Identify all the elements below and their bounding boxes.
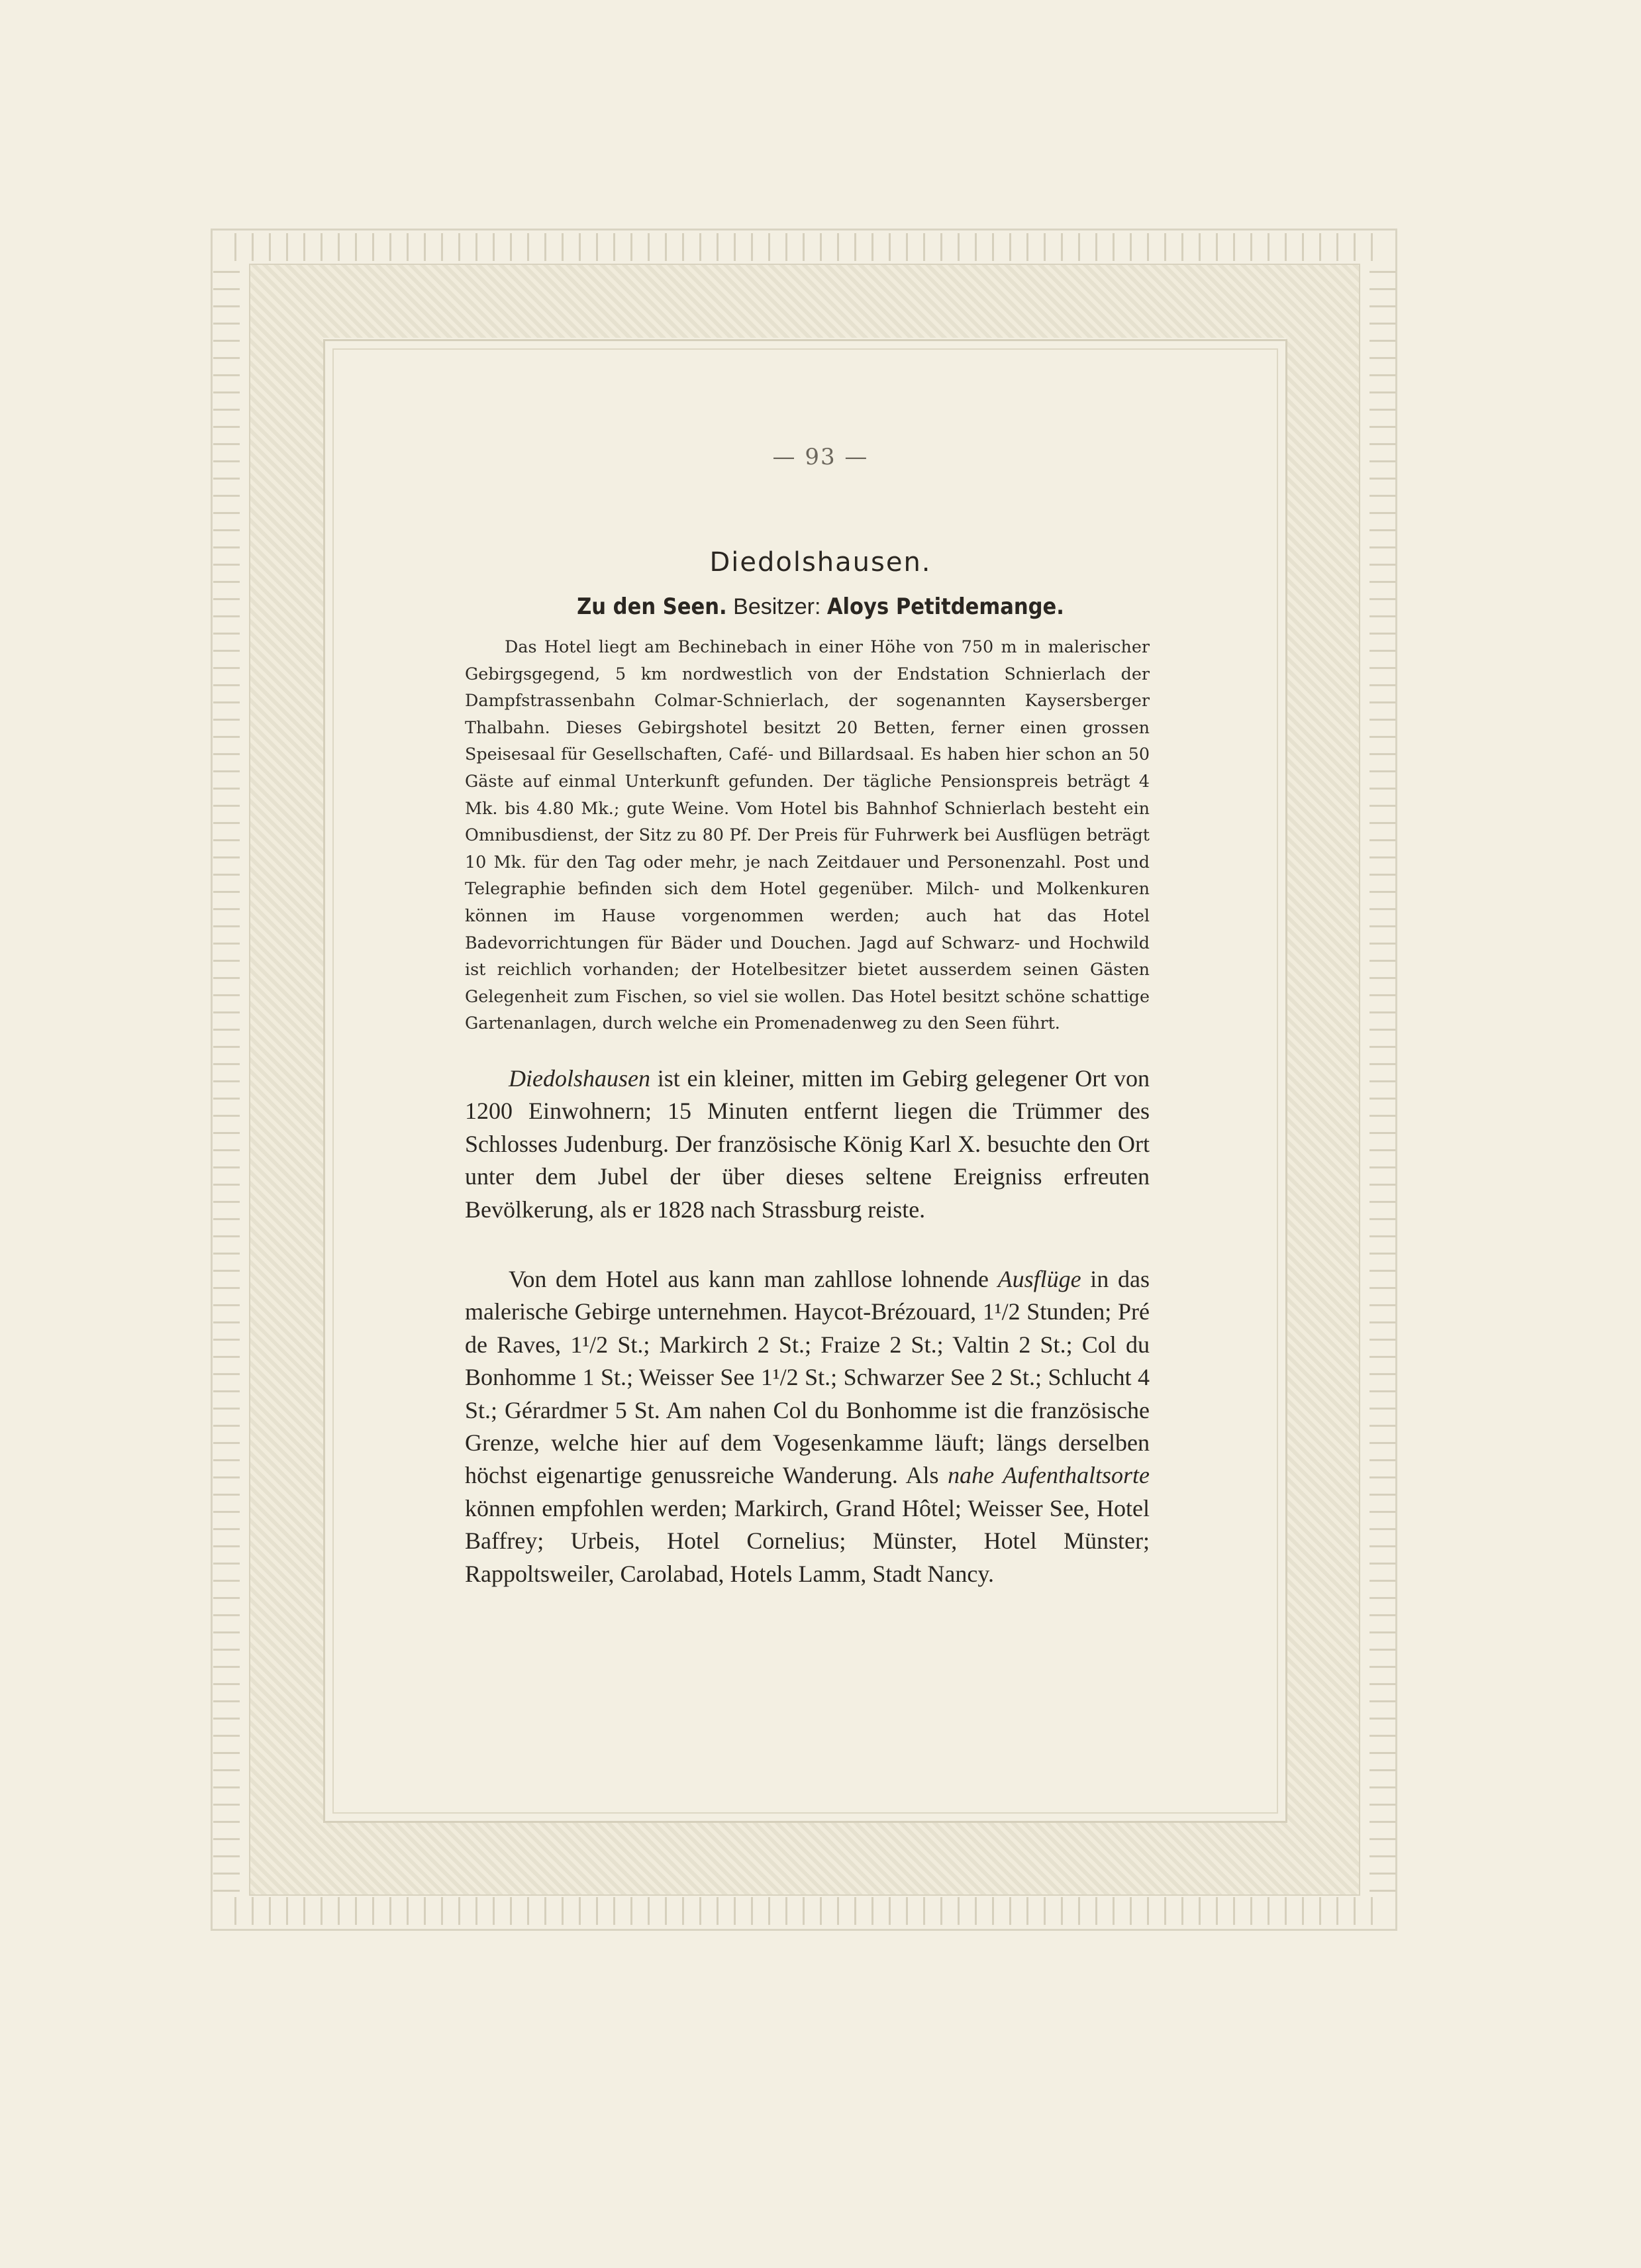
frame-top-ornament xyxy=(225,233,1377,261)
owner-name: Aloys Petitdemange. xyxy=(826,593,1064,620)
town-text: ist ein kleiner, mitten im Gebirg gelegener Ort von 1200 Einwohnern; 15 Minuten entfernt liegen die Trümmer des Schlosses Judenburg. Der französische König Karl X. besuchte den Ort unter dem Jubel der über dieses seltene Ereigniss erfreuten Bevölkerung, als er 1828 nach Strassburg reiste. xyxy=(465,1065,1150,1223)
frame-right-ornament xyxy=(1369,262,1396,1898)
owner-label: Besitzer: xyxy=(733,594,821,619)
hotel-heading xyxy=(0,593,1641,620)
page-number: — 93 — xyxy=(772,444,869,470)
excursions-term2: nahe Aufenthaltsorte xyxy=(948,1462,1150,1489)
excursions-tail: können empfohlen werden; Markirch, Grand Hôtel; Weisser See, Hotel Baffrey; Urbeis, Hotel Cornelius; Münster, Hotel Münster; Rappoltsweiler, Carolabad, Hotels Lamm, Stadt Nancy. xyxy=(465,1494,1150,1587)
excursions-paragraph xyxy=(465,1263,1150,1590)
hotel-name: Zu den Seen. xyxy=(577,593,727,620)
town-paragraph xyxy=(465,1062,1150,1226)
frame-bottom-ornament xyxy=(225,1897,1377,1925)
excursions-body: in das malerische Gebirge unternehmen. Haycot-Brézouard, 1¹/2 Stunden; Pré de Raves, 1¹/2 St.; Markirch 2 St.; Fraize 2 St.; Valtin 2 St.; Col du Bonhomme 1 St.; Weisser See 1¹/2 St.; Schwarzer See 2 St.; Schlucht 4 St.; Gérardmer 5 St. Am nahen Col du Bonhomme ist die französische Grenze, welche hier auf dem Vogesenkamme läuft; längs derselben höchst eigenartige genussreiche Wanderung. Als xyxy=(465,1266,1150,1489)
excursions-intro: Von dem Hotel aus kann man zahllose lohnende xyxy=(509,1266,998,1292)
frame-left-ornament xyxy=(213,262,240,1898)
page-title: Diedolshausen. xyxy=(709,547,932,578)
excursions-term: Ausflüge xyxy=(997,1266,1081,1292)
town-name: Diedolshausen xyxy=(509,1065,650,1092)
hotel-description: Das Hotel liegt am Bechinebach in einer Höhe von 750 m in malerischer Gebirgsgegend, 5 km nordwestlich von der Endstation Schnierlach der Dampfstrassenbahn Colmar-Schnierlach, der sogenannten Kaysersberger Thalbahn. Dieses Gebirgshotel besitzt 20 Betten, ferner einen grossen Speisesaal für Gesellschaften, Café- und Billardsaal. Es haben hier schon an 50 Gäste auf einmal Unterkunft gefunden. Der tägliche Pensionspreis beträgt 4 Mk. bis 4.80 Mk.; gute Weine. Vom Hotel bis Bahnhof Schnierlach besteht ein Omnibusdienst, der Sitz zu 80 Pf. Der Preis für Fuhrwerk bei Ausflügen beträgt 10 Mk. für den Tag oder mehr, je nach Zeitdauer und Personenzahl. Post und Telegraphie befinden sich dem Hotel gegenüber. Milch- und Molkenkuren können im Hause vorgenommen werden; auch hat das Hotel Badevorrichtungen für Bäder und Douchen. Jagd auf Schwarz- und Hochwild ist reichlich vorhanden; der Hotelbesitzer bietet ausserdem seinen Gästen Gelegenheit zum Fischen, so viel sie wollen. Das Hotel besitzt schöne schattige Gartenanlagen, durch welche ein Promenadenweg zu den Seen führt. xyxy=(465,637,1150,1033)
